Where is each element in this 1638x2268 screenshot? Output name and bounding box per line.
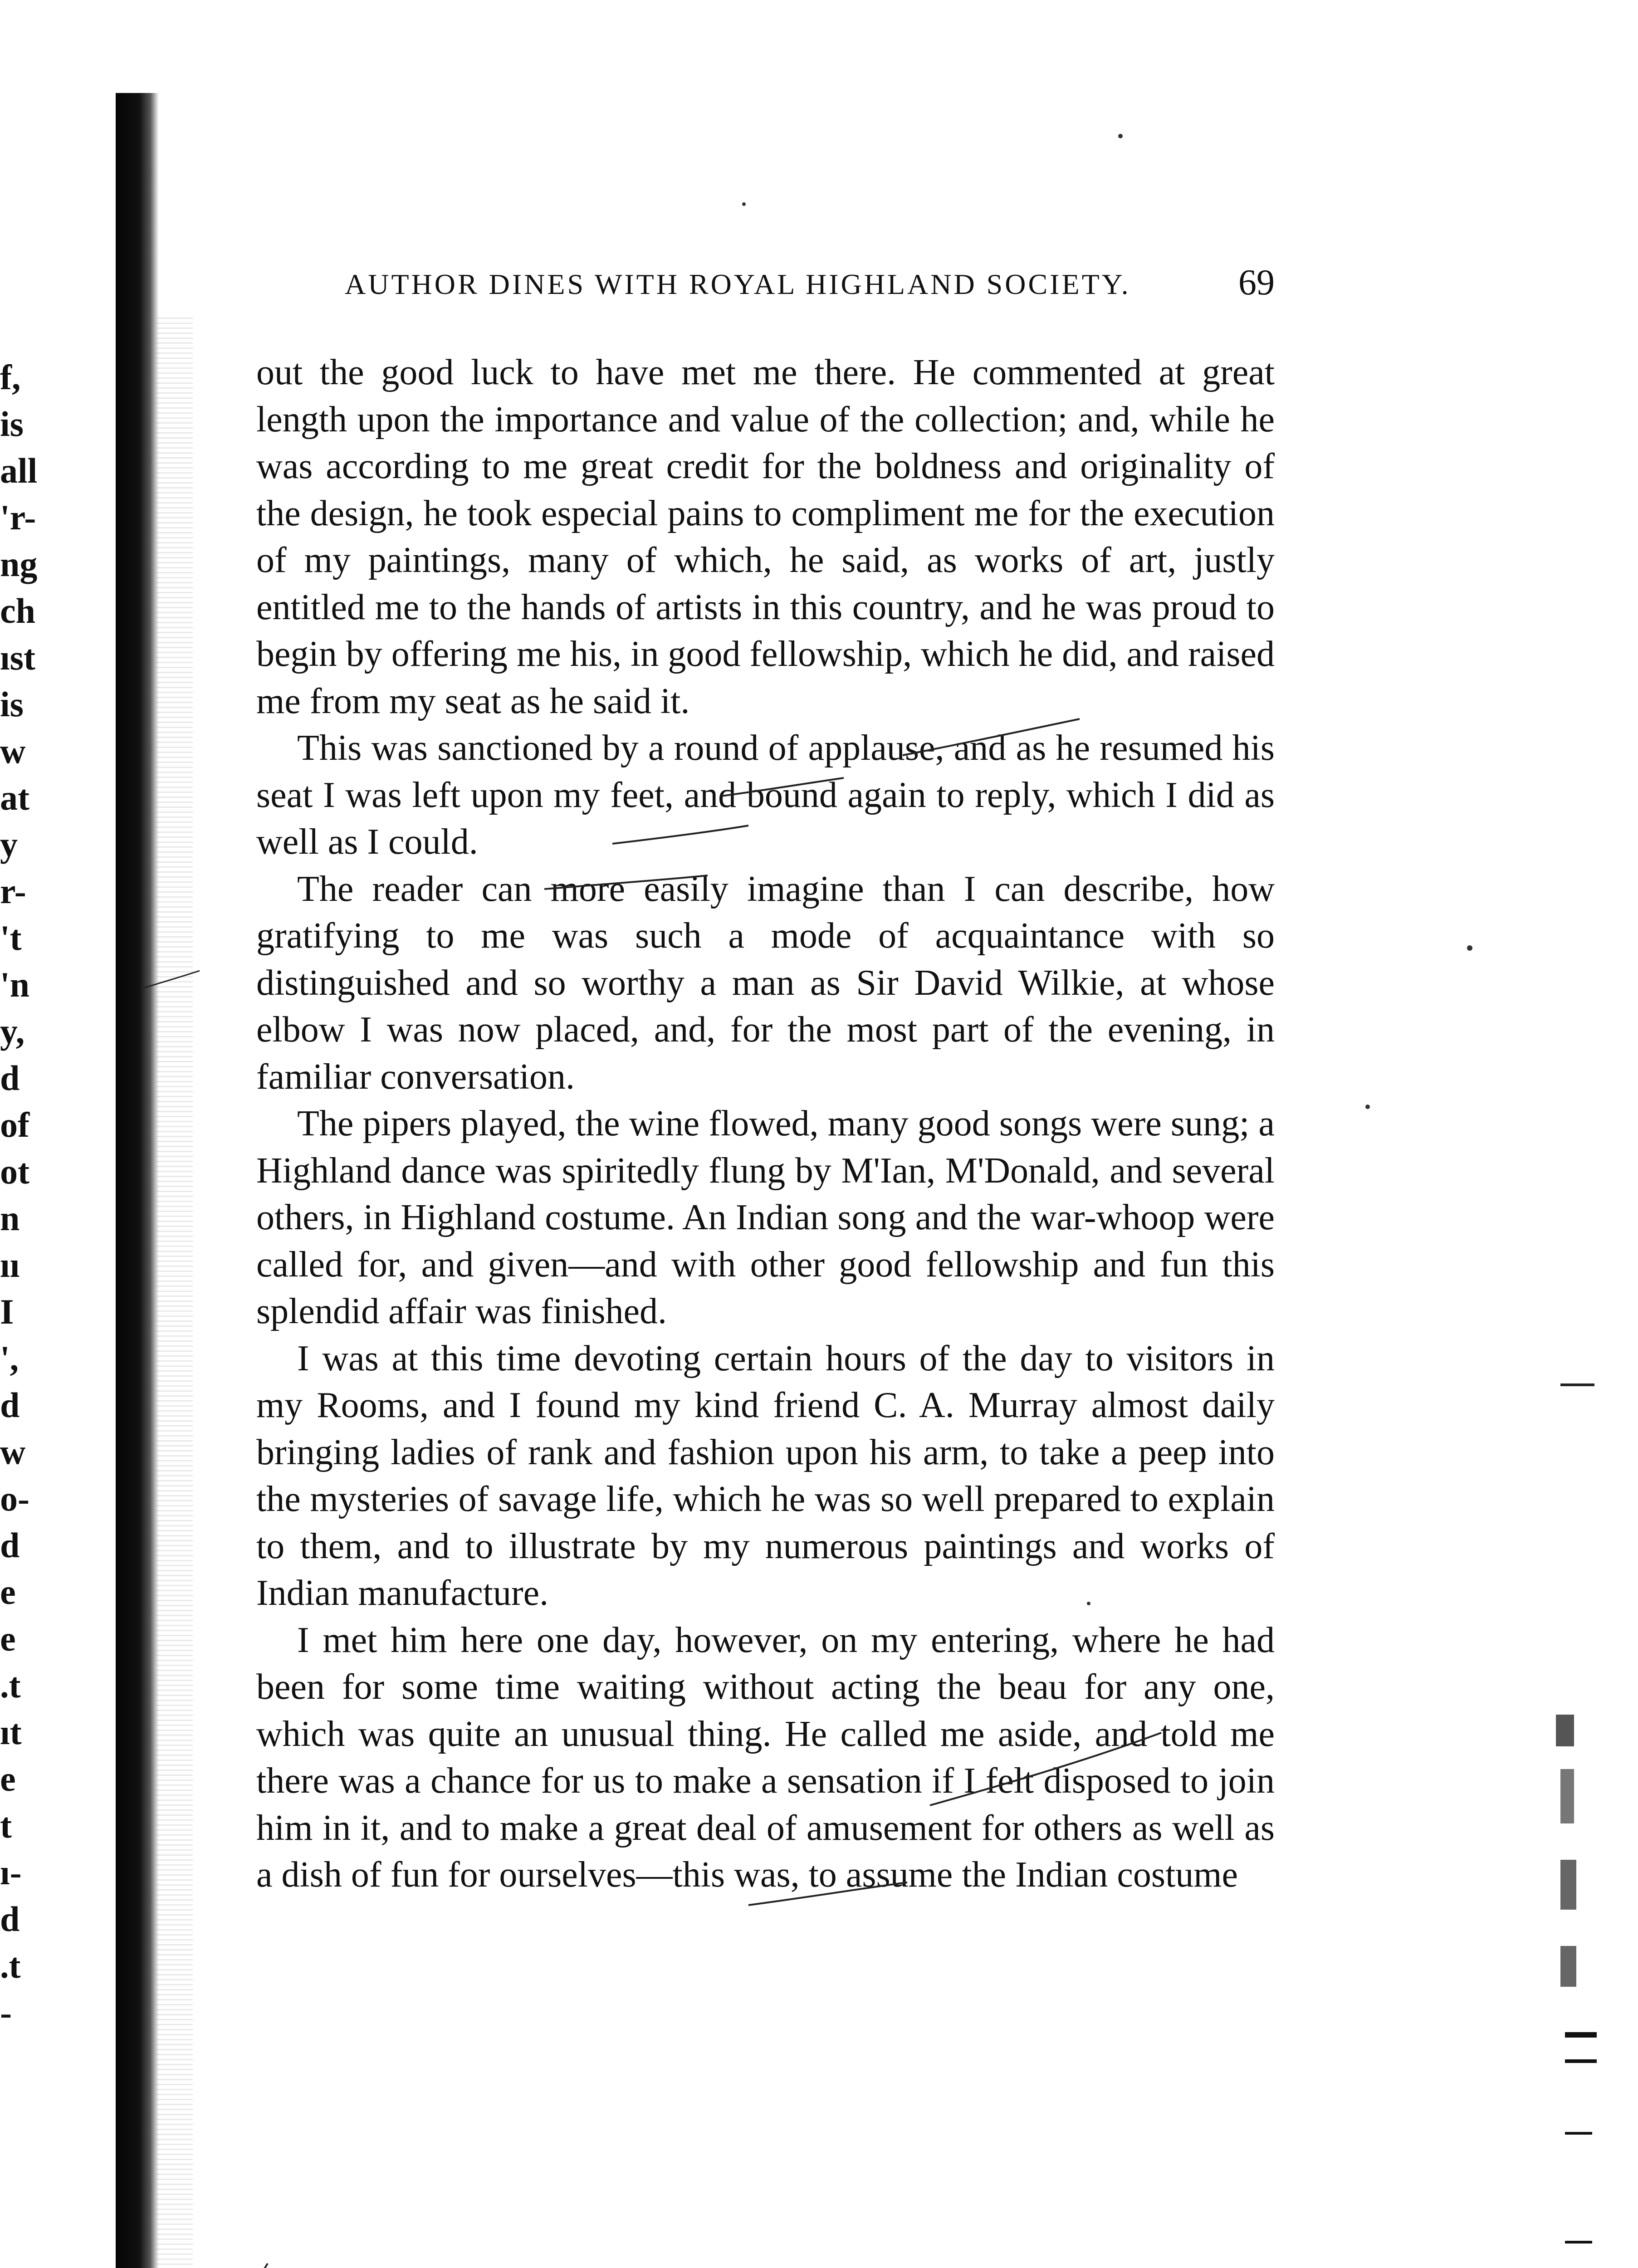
edge-mark	[1560, 1860, 1576, 1910]
fragment-line: .t	[0, 1666, 21, 1705]
fragment-line: 'r-	[0, 498, 36, 537]
paragraph: out the good luck to have met me there. He commented at great length upon the importance and value of the collection; and, while he was according to me great credit for the boldness and originality of the design, he took especial pains to compliment me for the execution of my paintings, many of which, he said, as works of art, justly entitled me to the hands of artists in this country, and he was proud to begin by offering me his, in good fellowship, which he did, and raised me from my seat as he said it.	[256, 352, 1275, 721]
fragment-line: ıı	[0, 1245, 20, 1285]
fragment-line: ot	[0, 1152, 29, 1191]
fragment-line: .t	[0, 1946, 21, 1985]
edge-mark	[1560, 1769, 1574, 1823]
fragment-line: ng	[0, 544, 38, 584]
page-number: 69	[1238, 263, 1275, 303]
fragment-line: t	[0, 1806, 12, 1845]
pencil-stroke	[748, 1882, 907, 1905]
edge-mark	[1565, 2059, 1597, 2063]
fragment-line: of	[0, 1105, 29, 1144]
speck	[1365, 1105, 1370, 1109]
fragment-line: r-	[0, 871, 26, 911]
fragment-line: d	[0, 1899, 20, 1939]
fragment-line: at	[0, 778, 29, 817]
fragment-line: o-	[0, 1479, 29, 1518]
pencil-stroke	[141, 971, 200, 989]
fragment-line: y,	[0, 1012, 25, 1051]
fragment-line: d	[0, 1525, 20, 1565]
paragraph: This was sanctioned by a round of applause, and as he resumed his seat I was left upon my feet, and bound again to reply, which I did as well as I could.	[256, 728, 1275, 862]
edge-mark	[1560, 1946, 1576, 1987]
edge-mark	[1560, 1383, 1594, 1386]
speck	[1118, 134, 1123, 138]
paragraph: I met him here one day, however, on my entering, where he had been for some time waiting without acting the beau for any one, which was quite an unusual thing. He called me aside, and told me there was a chance for us to make a sensation if I felt disposed to join him in it, and to make a great deal of amusement for others as well as a dish of fun for ourselves—this was, to assume the Indian costume	[256, 1620, 1275, 1895]
fragment-line: -	[0, 1993, 12, 2032]
pencil-stroke	[930, 1733, 1161, 1805]
fragment-line: all	[0, 451, 38, 490]
fragment-line: f,	[0, 357, 21, 397]
edge-mark	[1556, 1715, 1574, 1746]
edge-mark	[1565, 2032, 1597, 2038]
speck	[1467, 945, 1472, 951]
fragment-line: I	[0, 1292, 14, 1331]
fragment-line: d	[0, 1058, 20, 1098]
pencil-stroke	[721, 778, 844, 796]
running-head: AUTHOR DINES WITH ROYAL HIGHLAND SOCIETY.	[345, 268, 1131, 300]
fragment-line: y	[0, 825, 18, 864]
fragment-line: ıt	[0, 1712, 22, 1752]
fragment-line: ',	[0, 1339, 19, 1378]
paragraph: The pipers played, the wine flowed, many good songs were sung; a Highland dance was spiritedly flung by M'Ian, M'Donald, and several others, in Highland costume. An Indian song and the war-whoop were called for, and given—and with other good fellowship and fun this splendid affair was finished.	[256, 1104, 1275, 1331]
fragment-line: d	[0, 1385, 20, 1425]
speck	[742, 202, 746, 206]
fragment-line: ı-	[0, 1853, 22, 1892]
pencil-stroke	[903, 719, 1080, 755]
paragraph: I was at this time devoting certain hours of the day to visitors in my Rooms, and I found my kind friend C. A. Murray almost daily bringing ladies of rank and fashion upon his arm, to take a peep into the mysteries of savage life, which he was so well prepared to explain to them, and to illustrate by my numerous paintings and works of Indian manufacture.	[256, 1338, 1275, 1613]
fragment-line: 'n	[0, 965, 30, 1004]
fragment-line: e	[0, 1759, 16, 1799]
fragment-line: w	[0, 1432, 26, 1471]
pencil-stroke	[544, 875, 708, 889]
fragment-line: e	[0, 1619, 16, 1658]
edge-mark	[1565, 2241, 1592, 2244]
edge-mark	[1565, 2132, 1592, 2135]
pencil-stroke	[612, 826, 748, 844]
fragment-line: ch	[0, 591, 35, 631]
fragment-line: is	[0, 404, 24, 444]
fragment-line: w	[0, 731, 26, 771]
fragment-line: n	[0, 1198, 20, 1238]
fragment-line: e	[0, 1572, 16, 1612]
speck	[1087, 1602, 1090, 1605]
fragment-line: 't	[0, 918, 22, 958]
fragment-line: ıst	[0, 638, 35, 677]
fragment-line: is	[0, 684, 24, 724]
pencil-stroke	[227, 2263, 268, 2268]
paragraph: The reader can more easily imagine than I can describe, how gratifying to me was such a mode of acquaintance with so distinguished and so worthy a man as Sir David Wilkie, at whose elbow I was now placed, and, for the most part of the evening, in familiar conversation.	[256, 869, 1275, 1097]
